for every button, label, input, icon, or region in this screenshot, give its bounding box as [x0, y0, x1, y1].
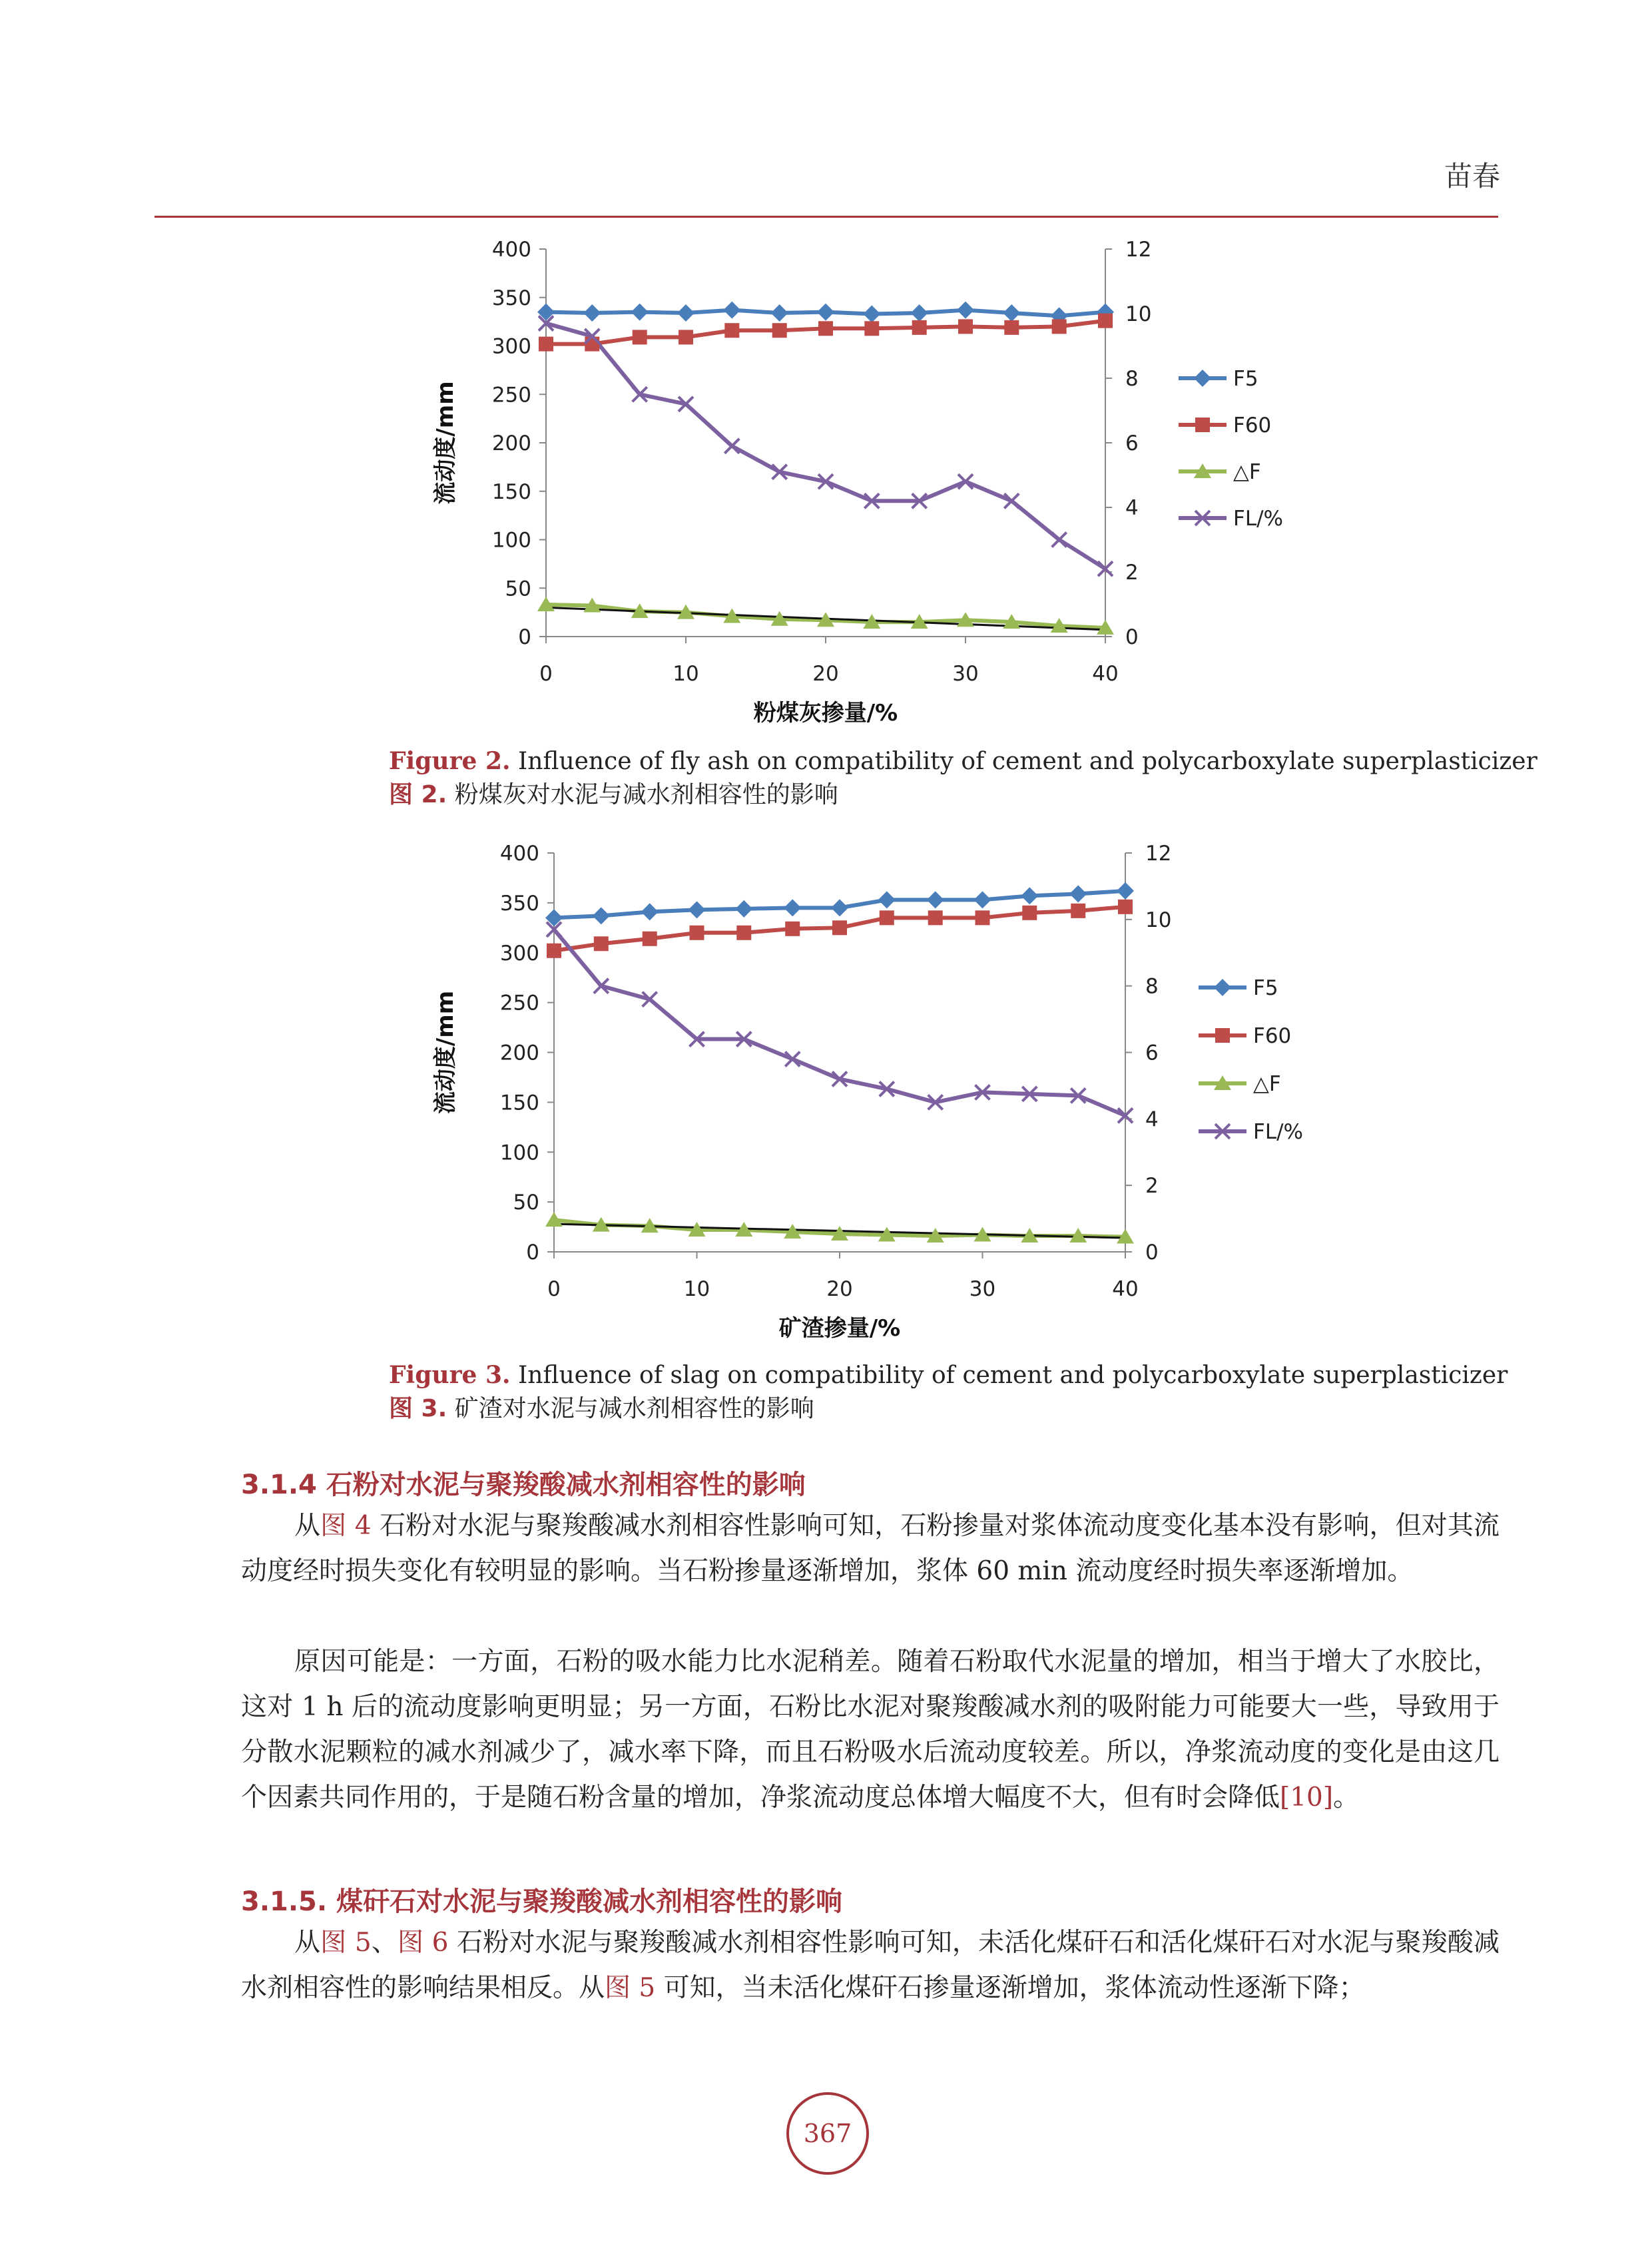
data-point-F60 [736, 926, 751, 940]
y-tick-label: 300 [499, 941, 539, 966]
y-axis-label: 流动度/mm [432, 381, 459, 505]
x-axis-label: 粉煤灰掺量/% [753, 700, 898, 726]
text: 可知，当未活化煤矸石掺量逐渐增加，浆体流动性逐渐下降； [655, 1973, 1365, 2003]
y2-tick-label: 0 [1145, 1241, 1159, 1264]
x-tick-label: 0 [539, 662, 553, 686]
data-point-F60 [880, 910, 894, 925]
y-axis-label: 流动度/mm [432, 990, 459, 1115]
data-point-F5 [688, 901, 706, 918]
data-point-F5 [878, 891, 896, 908]
caption-zh: 粉煤灰对水泥与减水剂相容性的影响 [454, 781, 838, 808]
y-tick-label: 0 [518, 625, 531, 649]
y-tick-label: 0 [526, 1241, 539, 1264]
data-point-F5 [583, 304, 601, 322]
data-point-F60 [643, 932, 657, 946]
data-point-F60 [594, 936, 609, 951]
data-point-F5 [631, 304, 649, 321]
legend-label: FL/% [1253, 1120, 1304, 1144]
x-tick-label: 0 [547, 1277, 561, 1301]
figure-5-link[interactable]: 图 5 [605, 1973, 656, 2003]
data-point-F5 [911, 304, 928, 322]
y2-tick-label: 4 [1145, 1107, 1159, 1132]
header-divider [154, 216, 1498, 218]
data-point-F5 [927, 891, 944, 908]
paragraph [241, 1504, 1500, 1594]
page-number: 367 [786, 2092, 869, 2175]
data-point-F5 [593, 907, 610, 924]
y-tick-label: 400 [499, 842, 539, 866]
data-point-F60 [912, 320, 927, 335]
data-point-F5 [1117, 882, 1134, 900]
y2-tick-label: 8 [1145, 974, 1159, 999]
legend-label: △F [1233, 460, 1261, 484]
y-tick-label: 150 [499, 1091, 539, 1115]
caption-zh: 矿渣对水泥与减水剂相容性的影响 [454, 1395, 814, 1422]
data-point-F60 [772, 323, 787, 338]
data-point-F5 [1003, 304, 1020, 322]
figure-6-link[interactable]: 图 6 [397, 1928, 449, 1958]
data-point-F5 [831, 899, 848, 916]
data-point-F60 [585, 337, 599, 352]
y-tick-label: 400 [491, 238, 531, 262]
y2-tick-label: 6 [1145, 1041, 1159, 1065]
data-point-F60 [1098, 314, 1113, 328]
data-point-F5 [1021, 887, 1038, 904]
legend-label: F60 [1233, 414, 1272, 437]
text: 、 [371, 1928, 398, 1958]
y-tick-label: 350 [491, 286, 531, 310]
data-point-F60 [1052, 319, 1067, 334]
figure-label-zh: 图 2. [389, 781, 447, 808]
y-tick-label: 250 [499, 991, 539, 1015]
y2-tick-label: 10 [1145, 908, 1172, 932]
data-point-F5 [771, 304, 788, 322]
figure-label: Figure 3. [389, 1361, 511, 1389]
y2-tick-label: 12 [1125, 238, 1152, 262]
data-point-F5 [957, 302, 974, 319]
data-point-FL/% [724, 439, 739, 453]
data-point-F5 [735, 900, 752, 918]
paragraph [241, 1920, 1500, 2011]
legend-label: △F [1253, 1072, 1281, 1096]
figure-5-link[interactable]: 图 5 [320, 1928, 372, 1958]
legend-marker [1194, 370, 1211, 387]
data-point-F60 [928, 910, 943, 925]
data-point-F60 [539, 337, 553, 352]
data-point-F60 [832, 920, 847, 935]
reference-10-link[interactable]: [10] [1280, 1783, 1334, 1813]
y-tick-label: 100 [499, 1141, 539, 1165]
x-tick-label: 30 [969, 1277, 996, 1301]
section-title-3-1-4: 3.1.4 石粉对水泥与聚羧酸减水剂相容性的影响 [241, 1470, 806, 1500]
data-point-F5 [1069, 885, 1087, 902]
text: 原因可能是：一方面，石粉的吸水能力比水泥稍差。随着石粉取代水泥量的增加，相当于增大了水胶比，这对 1 h 后的流动度影响更明显；另一方面，石粉比水泥对聚羧酸减水剂的吸附能力可能要大一些，导致用于分散水泥颗粒的减水剂减少了，减水率下降，而且石粉吸水后流动度较差。所以，净浆流动度的变化是由这几个因素共同作用的，于是随石粉含量的增加，净浆流动度总体增大幅度不大，但有时会降低 [241, 1647, 1500, 1813]
chart-fly-ash [413, 226, 1345, 746]
y-tick-label: 250 [491, 383, 531, 408]
caption-en: Influence of fly ash on compatibility of cement and polycarboxylate superplasticizer [510, 748, 1537, 775]
figure-4-link[interactable]: 图 4 [320, 1511, 372, 1541]
legend-label: F60 [1253, 1024, 1292, 1048]
figure-label: Figure 2. [389, 747, 511, 775]
y-tick-label: 300 [491, 334, 531, 359]
x-tick-label: 20 [826, 1277, 853, 1301]
data-point-F60 [818, 321, 833, 336]
data-point-F5 [863, 305, 880, 322]
data-point-F60 [690, 926, 704, 940]
data-point-FL/% [1052, 533, 1067, 547]
data-point-F60 [864, 321, 879, 336]
y-tick-label: 350 [499, 891, 539, 916]
figure-3-chart [413, 829, 1345, 1355]
data-point-F60 [1118, 900, 1133, 914]
data-point-F5 [641, 903, 659, 920]
x-tick-label: 10 [683, 1277, 710, 1301]
data-point-F60 [975, 910, 990, 925]
data-point-F60 [958, 319, 973, 334]
x-tick-label: 40 [1092, 662, 1119, 686]
chart-slag [413, 829, 1345, 1355]
y-tick-label: 50 [505, 577, 531, 601]
legend-label: F5 [1233, 367, 1258, 391]
data-point-F60 [1004, 320, 1019, 335]
legend-marker [1214, 979, 1231, 996]
x-tick-label: 10 [673, 662, 699, 686]
legend-label: FL/% [1233, 507, 1284, 531]
text: 。 [1333, 1783, 1360, 1813]
y2-tick-label: 12 [1145, 842, 1172, 866]
figure-2-chart [413, 226, 1345, 746]
y2-tick-label: 2 [1125, 561, 1139, 585]
text: 石粉对水泥与聚羧酸减水剂相容性影响可知，未活化煤矸石和活化煤矸石对水泥与聚羧酸减水剂相容性的影响结果相反。从 [241, 1928, 1500, 2003]
y-tick-label: 50 [513, 1191, 539, 1215]
y-tick-label: 150 [491, 479, 531, 504]
x-tick-label: 30 [952, 662, 979, 686]
x-tick-label: 40 [1112, 1277, 1139, 1301]
y2-tick-label: 4 [1125, 496, 1139, 520]
data-point-F5 [974, 891, 991, 908]
legend-label: F5 [1253, 976, 1278, 1000]
data-point-F5 [784, 899, 801, 916]
y-tick-label: 100 [491, 528, 531, 553]
figure-3-caption [389, 1358, 1508, 1426]
y2-tick-label: 6 [1125, 431, 1139, 455]
figure-label-zh: 图 3. [389, 1395, 447, 1422]
text: 石粉对水泥与聚羧酸减水剂相容性影响可知，石粉掺量对浆体流动度变化基本没有影响，但对其流动度经时损失变化有较明显的影响。当石粉掺量逐渐增加，浆体 60 min 流动度经时损失率逐渐增加。 [241, 1511, 1500, 1586]
paragraph [241, 1639, 1500, 1821]
data-point-F60 [724, 323, 739, 338]
data-point-F60 [633, 330, 647, 344]
series-line-FL/% [554, 930, 1125, 1116]
figure-2-caption [389, 744, 1537, 812]
section-title-3-1-5: 3.1.5. 煤矸石对水泥与聚羧酸减水剂相容性的影响 [241, 1886, 843, 1917]
series-line-FL/% [546, 324, 1105, 569]
data-point-F60 [1022, 906, 1037, 920]
data-point-F60 [679, 330, 693, 344]
data-point-F60 [1071, 904, 1085, 918]
legend-marker [1195, 418, 1210, 432]
text: 从 [294, 1511, 321, 1541]
data-point-F5 [817, 304, 834, 321]
y2-tick-label: 10 [1125, 302, 1152, 326]
text: 从 [294, 1928, 321, 1958]
y2-tick-label: 2 [1145, 1174, 1159, 1199]
data-point-F60 [547, 944, 561, 958]
x-tick-label: 20 [812, 662, 839, 686]
data-point-F5 [677, 304, 694, 322]
caption-en: Influence of slag on compatibility of cement and polycarboxylate superplasticizer [510, 1362, 1508, 1389]
y-tick-label: 200 [491, 431, 531, 455]
y-tick-label: 200 [499, 1041, 539, 1065]
y2-tick-label: 8 [1125, 367, 1139, 391]
data-point-F5 [723, 302, 740, 319]
x-axis-label: 矿渣掺量/% [778, 1315, 901, 1342]
legend-marker [1215, 1028, 1230, 1043]
data-point-F60 [785, 922, 800, 936]
header-author: 苗春 [1444, 160, 1500, 192]
y2-tick-label: 0 [1125, 625, 1139, 649]
